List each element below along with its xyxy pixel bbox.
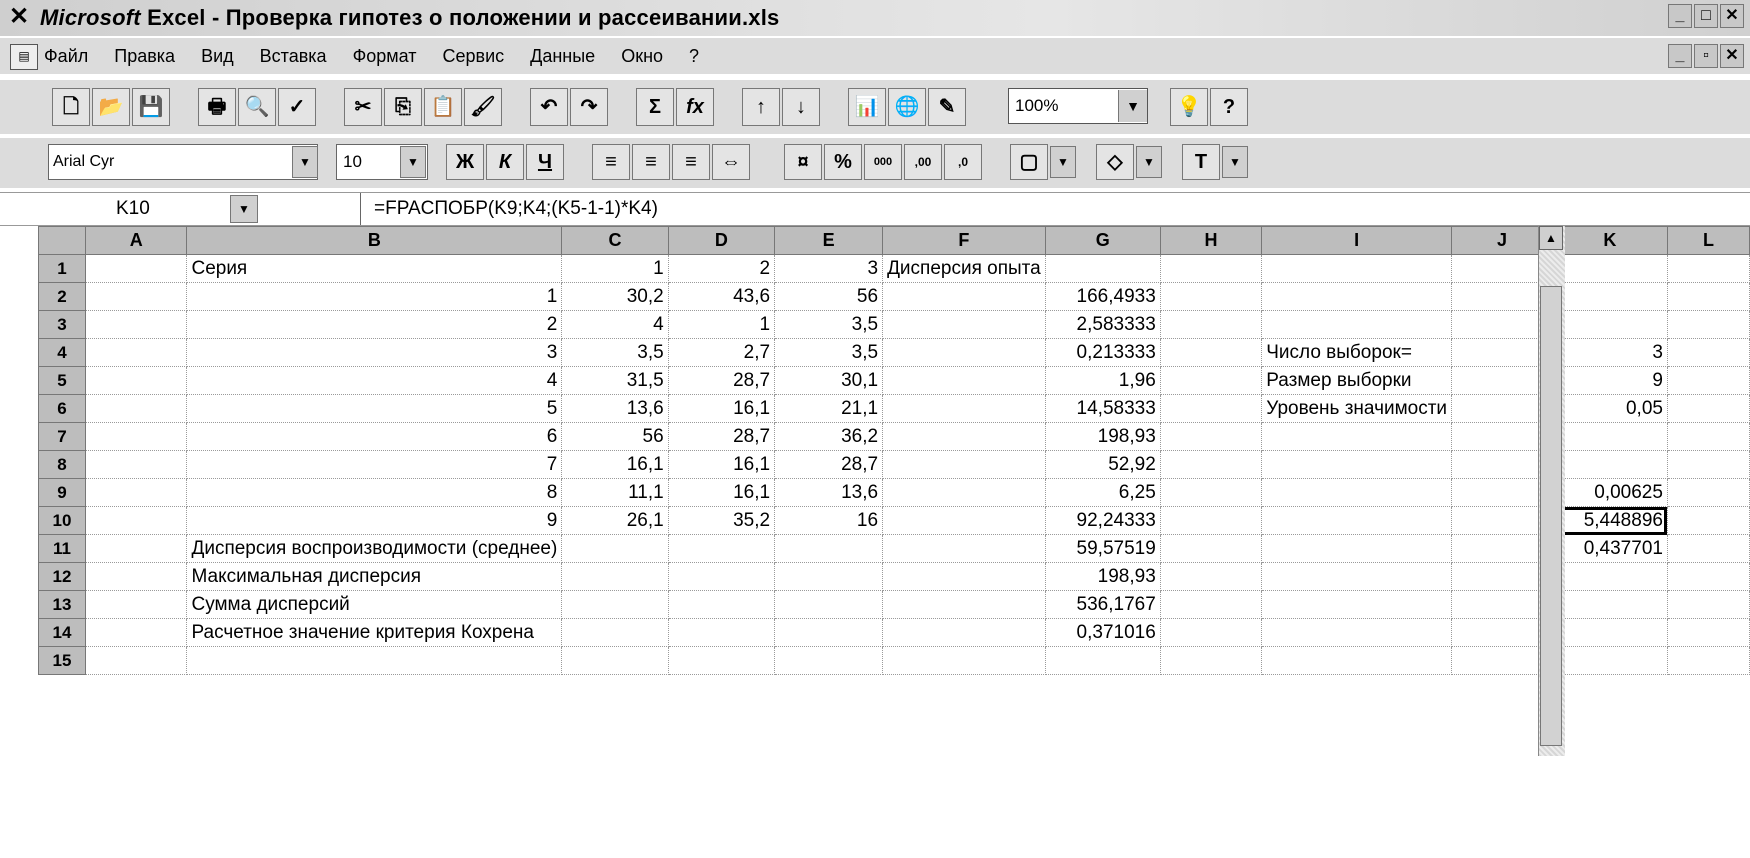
currency-icon[interactable]: ¤ [784,144,822,180]
cell-i15[interactable] [1262,647,1452,675]
cell-l13[interactable] [1667,591,1749,619]
fill-dropdown-icon[interactable]: ▼ [1136,146,1162,178]
menu-view[interactable]: Вид [201,45,234,66]
new-document-icon[interactable]: 🗋 [52,88,90,126]
vertical-scrollbar[interactable] [1538,226,1565,756]
cell-g14[interactable]: 0,371016 [1045,619,1160,647]
col-header-d[interactable]: D [668,227,774,255]
cell-g10[interactable]: 92,24333 [1045,507,1160,535]
tip-lightbulb-icon[interactable]: 💡 [1170,88,1208,126]
maximize-icon[interactable]: □ [1694,4,1718,28]
row-header[interactable]: 4 [39,339,86,367]
cell-a1[interactable] [86,255,187,283]
cell-b6[interactable]: 5 [187,395,562,423]
chart-wizard-icon[interactable]: 📊 [848,88,886,126]
font-color-dropdown-icon[interactable]: ▼ [1222,146,1248,178]
cell-d1[interactable]: 2 [668,255,774,283]
row-header[interactable]: 6 [39,395,86,423]
menu-help[interactable]: ? [689,45,700,66]
col-header-g[interactable]: G [1045,227,1160,255]
cell-h13[interactable] [1160,591,1261,619]
excel-logo-icon: ✕ [8,3,30,30]
cell-e15[interactable] [775,647,883,675]
cell-l11[interactable] [1667,535,1749,563]
select-all-corner[interactable] [39,227,86,255]
row-header[interactable]: 12 [39,563,86,591]
cell-a5[interactable] [86,367,187,395]
cell-h14[interactable] [1160,619,1261,647]
cell-b7[interactable]: 6 [187,423,562,451]
cell-g5[interactable]: 1,96 [1045,367,1160,395]
function-wizard-icon[interactable]: fx [676,88,714,126]
help-pointer-icon[interactable]: ? [1210,88,1248,126]
cell-d14[interactable] [668,619,774,647]
cell-d11[interactable] [668,535,774,563]
cell-c11[interactable] [562,535,668,563]
cell-b1[interactable]: Серия [187,255,562,283]
cell-e5[interactable]: 30,1 [775,367,883,395]
cell-a11[interactable] [86,535,187,563]
align-center-icon[interactable]: ≡ [632,144,670,180]
cell-k7[interactable] [1552,423,1667,451]
row-header[interactable]: 7 [39,423,86,451]
cell-c5[interactable]: 31,5 [562,367,668,395]
size-dropdown-icon[interactable]: ▼ [400,146,426,178]
cell-a6[interactable] [86,395,187,423]
standard-toolbar [0,80,1750,134]
row-header[interactable]: 5 [39,367,86,395]
cell-d12[interactable] [668,563,774,591]
cell-f10[interactable] [883,507,1046,535]
scroll-thumb[interactable] [1540,286,1562,746]
title-brand: Microsoft [40,5,141,30]
cell-i14[interactable] [1262,619,1452,647]
title-bar [0,0,1750,36]
cell-c6[interactable]: 13,6 [562,395,668,423]
cell-a7[interactable] [86,423,187,451]
row-header[interactable]: 14 [39,619,86,647]
row-header[interactable]: 15 [39,647,86,675]
cell-i11[interactable] [1262,535,1452,563]
col-header-a[interactable]: A [86,227,187,255]
doc-close-icon[interactable]: ✕ [1720,44,1744,68]
table-row [39,367,1750,395]
cut-scissors-icon[interactable]: ✂ [344,88,382,126]
row-header[interactable]: 13 [39,591,86,619]
cell-i10[interactable] [1262,507,1452,535]
cell-g3[interactable]: 2,583333 [1045,311,1160,339]
row-header[interactable]: 2 [39,283,86,311]
bold-button[interactable]: Ж [446,144,484,180]
formula-bar [0,192,1750,226]
title-app: Excel [147,5,206,30]
cell-i8[interactable] [1262,451,1452,479]
cell-k4[interactable]: 3 [1552,339,1667,367]
cell-a12[interactable] [86,563,187,591]
cell-e6[interactable]: 21,1 [775,395,883,423]
doc-restore-icon[interactable]: ▫ [1694,44,1718,68]
cell-d5[interactable]: 28,7 [668,367,774,395]
cell-k6[interactable]: 0,05 [1552,395,1667,423]
cell-g13[interactable]: 536,1767 [1045,591,1160,619]
cell-g12[interactable]: 198,93 [1045,563,1160,591]
cell-e13[interactable] [775,591,883,619]
sort-descending-icon[interactable]: ↓ [782,88,820,126]
cell-f13[interactable] [883,591,1046,619]
cell-f4[interactable] [883,339,1046,367]
format-painter-icon[interactable]: 🖌 [464,88,502,126]
cell-g6[interactable]: 14,58333 [1045,395,1160,423]
cell-e14[interactable] [775,619,883,647]
worksheet-table [38,226,1750,675]
cell-h3[interactable] [1160,311,1261,339]
underline-button[interactable]: Ч [526,144,564,180]
col-header-h[interactable]: H [1160,227,1261,255]
cell-h9[interactable] [1160,479,1261,507]
drawing-icon[interactable]: ✎ [928,88,966,126]
cell-k5[interactable]: 9 [1552,367,1667,395]
menu-window[interactable]: Окно [621,45,664,66]
cell-k3[interactable] [1552,311,1667,339]
table-row [39,311,1750,339]
cell-c4[interactable]: 3,5 [562,339,668,367]
font-dropdown-icon[interactable]: ▼ [292,146,318,178]
cell-f7[interactable] [883,423,1046,451]
cell-d8[interactable]: 16,1 [668,451,774,479]
row-header[interactable]: 11 [39,535,86,563]
cell-g7[interactable]: 198,93 [1045,423,1160,451]
table-row [39,423,1750,451]
menu-file[interactable]: Файл [44,45,89,66]
cell-e3[interactable]: 3,5 [775,311,883,339]
cell-f11[interactable] [883,535,1046,563]
cell-i12[interactable] [1262,563,1452,591]
cell-a10[interactable] [86,507,187,535]
cell-f14[interactable] [883,619,1046,647]
cell-c13[interactable] [562,591,668,619]
cell-d15[interactable] [668,647,774,675]
col-header-e[interactable]: E [775,227,883,255]
cell-l3[interactable] [1667,311,1749,339]
cell-b9[interactable]: 8 [187,479,562,507]
table-row [39,619,1750,647]
sort-ascending-icon[interactable]: ↑ [742,88,780,126]
cell-i13[interactable] [1262,591,1452,619]
cell-f15[interactable] [883,647,1046,675]
copy-icon[interactable]: ⎘ [384,88,422,126]
save-disk-icon[interactable]: 💾 [132,88,170,126]
cell-e11[interactable] [775,535,883,563]
table-row [39,535,1750,563]
row-header[interactable]: 1 [39,255,86,283]
close-icon[interactable]: ✕ [1720,4,1744,28]
document-icon[interactable]: ▤ [10,44,38,70]
cell-c9[interactable]: 11,1 [562,479,668,507]
cell-f6[interactable] [883,395,1046,423]
cell-h10[interactable] [1160,507,1261,535]
cell-l8[interactable] [1667,451,1749,479]
increase-decimal-button[interactable]: ,00 [904,144,942,180]
title-file: - Проверка гипотез о положении и рассеивании.xls [211,5,780,30]
cell-k14[interactable] [1552,619,1667,647]
cell-c1[interactable]: 1 [562,255,668,283]
paste-icon[interactable]: 📋 [424,88,462,126]
cell-a15[interactable] [86,647,187,675]
cell-a13[interactable] [86,591,187,619]
italic-button[interactable]: К [486,144,524,180]
cell-d13[interactable] [668,591,774,619]
row-header[interactable]: 8 [39,451,86,479]
percent-button[interactable]: % [824,144,862,180]
cell-d7[interactable]: 28,7 [668,423,774,451]
cell-h7[interactable] [1160,423,1261,451]
document-window-controls [1668,44,1744,68]
table-row [39,563,1750,591]
cell-g9[interactable]: 6,25 [1045,479,1160,507]
cell-f1[interactable]: Дисперсия опыта [883,255,1046,283]
cell-d9[interactable]: 16,1 [668,479,774,507]
cell-g11[interactable]: 59,57519 [1045,535,1160,563]
column-header-row [39,227,1750,255]
cell-k13[interactable] [1552,591,1667,619]
table-row [39,339,1750,367]
merge-center-icon[interactable]: ⇔ [712,144,750,180]
thousands-separator-button[interactable]: 000 [864,144,902,180]
cell-e7[interactable]: 36,2 [775,423,883,451]
cell-l7[interactable] [1667,423,1749,451]
col-header-c[interactable]: C [562,227,668,255]
cell-g4[interactable]: 0,213333 [1045,339,1160,367]
row-header[interactable]: 10 [39,507,86,535]
formula-input[interactable]: =FPACПОБР(K9;K4;(K5-1-1)*K4) [374,198,658,219]
cell-e2[interactable]: 56 [775,283,883,311]
cell-f5[interactable] [883,367,1046,395]
table-row [39,451,1750,479]
table-row [39,395,1750,423]
cell-g15[interactable] [1045,647,1160,675]
cell-c7[interactable]: 56 [562,423,668,451]
doc-minimize-icon[interactable]: _ [1668,44,1692,68]
cell-k12[interactable] [1552,563,1667,591]
cell-k2[interactable] [1552,283,1667,311]
cell-g2[interactable]: 166,4933 [1045,283,1160,311]
cell-h8[interactable] [1160,451,1261,479]
cell-l6[interactable] [1667,395,1749,423]
cell-l15[interactable] [1667,647,1749,675]
cell-g1[interactable] [1045,255,1160,283]
cell-c2[interactable]: 30,2 [562,283,668,311]
table-row [39,591,1750,619]
cell-e9[interactable]: 13,6 [775,479,883,507]
table-row [39,479,1750,507]
col-header-l[interactable]: L [1667,227,1749,255]
window-controls [1668,4,1744,28]
print-preview-icon[interactable]: 🔍 [238,88,276,126]
cell-i1[interactable] [1262,255,1452,283]
col-header-k[interactable]: K [1552,227,1667,255]
menu-edit[interactable]: Правка [114,45,176,66]
cell-l10[interactable] [1667,507,1749,535]
borders-dropdown-icon[interactable]: ▼ [1050,146,1076,178]
cell-b11[interactable]: Дисперсия воспроизводимости (среднее) [187,535,562,563]
cell-b10[interactable]: 9 [187,507,562,535]
cell-k11[interactable]: 0,437701 [1552,535,1667,563]
cell-k15[interactable] [1552,647,1667,675]
cell-i3[interactable] [1262,311,1452,339]
cell-c10[interactable]: 26,1 [562,507,668,535]
cell-h5[interactable] [1160,367,1261,395]
map-globe-icon[interactable]: 🌐 [888,88,926,126]
open-folder-icon[interactable]: 📂 [92,88,130,126]
window-title [40,5,779,31]
cell-a3[interactable] [86,311,187,339]
undo-icon[interactable]: ↶ [530,88,568,126]
cell-h2[interactable] [1160,283,1261,311]
cell-e10[interactable]: 16 [775,507,883,535]
font-name-select[interactable]: Arial Cyr [48,144,318,180]
cell-g8[interactable]: 52,92 [1045,451,1160,479]
col-header-j[interactable]: J [1452,227,1553,255]
cell-h11[interactable] [1160,535,1261,563]
menu-tools[interactable]: Сервис [442,45,505,66]
cell-b14[interactable]: Расчетное значение критерия Кохрена [187,619,562,647]
cell-b15[interactable] [187,647,562,675]
worksheet-grid [38,226,1750,675]
spelling-icon[interactable]: ✓ [278,88,316,126]
name-box-dropdown-icon[interactable]: ▼ [230,195,258,223]
cell-h1[interactable] [1160,255,1261,283]
cell-c14[interactable] [562,619,668,647]
formatting-toolbar [0,138,1750,188]
cell-a9[interactable] [86,479,187,507]
table-row [39,283,1750,311]
cell-l14[interactable] [1667,619,1749,647]
cell-a4[interactable] [86,339,187,367]
cell-l1[interactable] [1667,255,1749,283]
cell-l2[interactable] [1667,283,1749,311]
table-row [39,507,1750,535]
cell-h4[interactable] [1160,339,1261,367]
table-row [39,255,1750,283]
menu-data[interactable]: Данные [530,45,596,66]
cell-a8[interactable] [86,451,187,479]
fill-color-icon[interactable]: ◇ [1096,144,1134,180]
cell-e8[interactable]: 28,7 [775,451,883,479]
row-header[interactable]: 9 [39,479,86,507]
name-box[interactable]: K10 [116,198,150,219]
align-right-icon[interactable]: ≡ [672,144,710,180]
col-header-b[interactable]: B [187,227,562,255]
cell-l12[interactable] [1667,563,1749,591]
cell-e4[interactable]: 3,5 [775,339,883,367]
zoom-dropdown-icon[interactable]: ▼ [1118,90,1147,122]
minimize-icon[interactable]: _ [1668,4,1692,28]
cell-d4[interactable]: 2,7 [668,339,774,367]
formula-separator [360,193,361,225]
cell-k10[interactable]: 5,448896 [1552,507,1667,535]
col-header-i[interactable]: I [1262,227,1452,255]
cell-b8[interactable]: 7 [187,451,562,479]
cell-e12[interactable] [775,563,883,591]
cell-b13[interactable]: Сумма дисперсий [187,591,562,619]
cell-c15[interactable] [562,647,668,675]
cell-a14[interactable] [86,619,187,647]
cell-d3[interactable]: 1 [668,311,774,339]
cell-f9[interactable] [883,479,1046,507]
cell-l5[interactable] [1667,367,1749,395]
scroll-up-icon[interactable]: ▲ [1539,226,1563,250]
cell-i2[interactable] [1262,283,1452,311]
cell-h6[interactable] [1160,395,1261,423]
cell-i4[interactable]: Число выборок= [1262,339,1452,367]
cell-i5[interactable]: Размер выборки [1262,367,1452,395]
cell-k8[interactable] [1552,451,1667,479]
cell-h12[interactable] [1160,563,1261,591]
cell-b5[interactable]: 4 [187,367,562,395]
cell-d10[interactable]: 35,2 [668,507,774,535]
col-header-f[interactable]: F [883,227,1046,255]
cell-b2[interactable]: 1 [187,283,562,311]
cell-i9[interactable] [1262,479,1452,507]
menu-format[interactable]: Формат [352,45,417,66]
menu-insert[interactable]: Вставка [259,45,327,66]
cell-b4[interactable]: 3 [187,339,562,367]
table-row [39,647,1750,675]
borders-icon[interactable]: ▢ [1010,144,1048,180]
cell-l9[interactable] [1667,479,1749,507]
menu-bar [0,38,1750,74]
cell-d2[interactable]: 43,6 [668,283,774,311]
cell-f2[interactable] [883,283,1046,311]
cell-f3[interactable] [883,311,1046,339]
cell-c12[interactable] [562,563,668,591]
decrease-decimal-button[interactable]: ,0 [944,144,982,180]
align-left-icon[interactable]: ≡ [592,144,630,180]
cell-h15[interactable] [1160,647,1261,675]
cell-b12[interactable]: Максимальная дисперсия [187,563,562,591]
cell-l4[interactable] [1667,339,1749,367]
row-header[interactable]: 3 [39,311,86,339]
cell-a2[interactable] [86,283,187,311]
zoom-select[interactable]: 100% [1008,88,1148,124]
cell-f12[interactable] [883,563,1046,591]
cell-b3[interactable]: 2 [187,311,562,339]
cell-f8[interactable] [883,451,1046,479]
cell-c3[interactable]: 4 [562,311,668,339]
cell-c8[interactable]: 16,1 [562,451,668,479]
print-icon[interactable]: 🖶 [198,88,236,126]
cell-i6[interactable]: Уровень значимости [1262,395,1452,423]
cell-e1[interactable]: 3 [775,255,883,283]
redo-icon[interactable]: ↷ [570,88,608,126]
cell-k1[interactable] [1552,255,1667,283]
cell-i7[interactable] [1262,423,1452,451]
font-size-select[interactable]: 10 [336,144,428,180]
autosum-icon[interactable]: Σ [636,88,674,126]
cell-d6[interactable]: 16,1 [668,395,774,423]
font-color-icon[interactable]: T [1182,144,1220,180]
cell-k9[interactable]: 0,00625 [1552,479,1667,507]
